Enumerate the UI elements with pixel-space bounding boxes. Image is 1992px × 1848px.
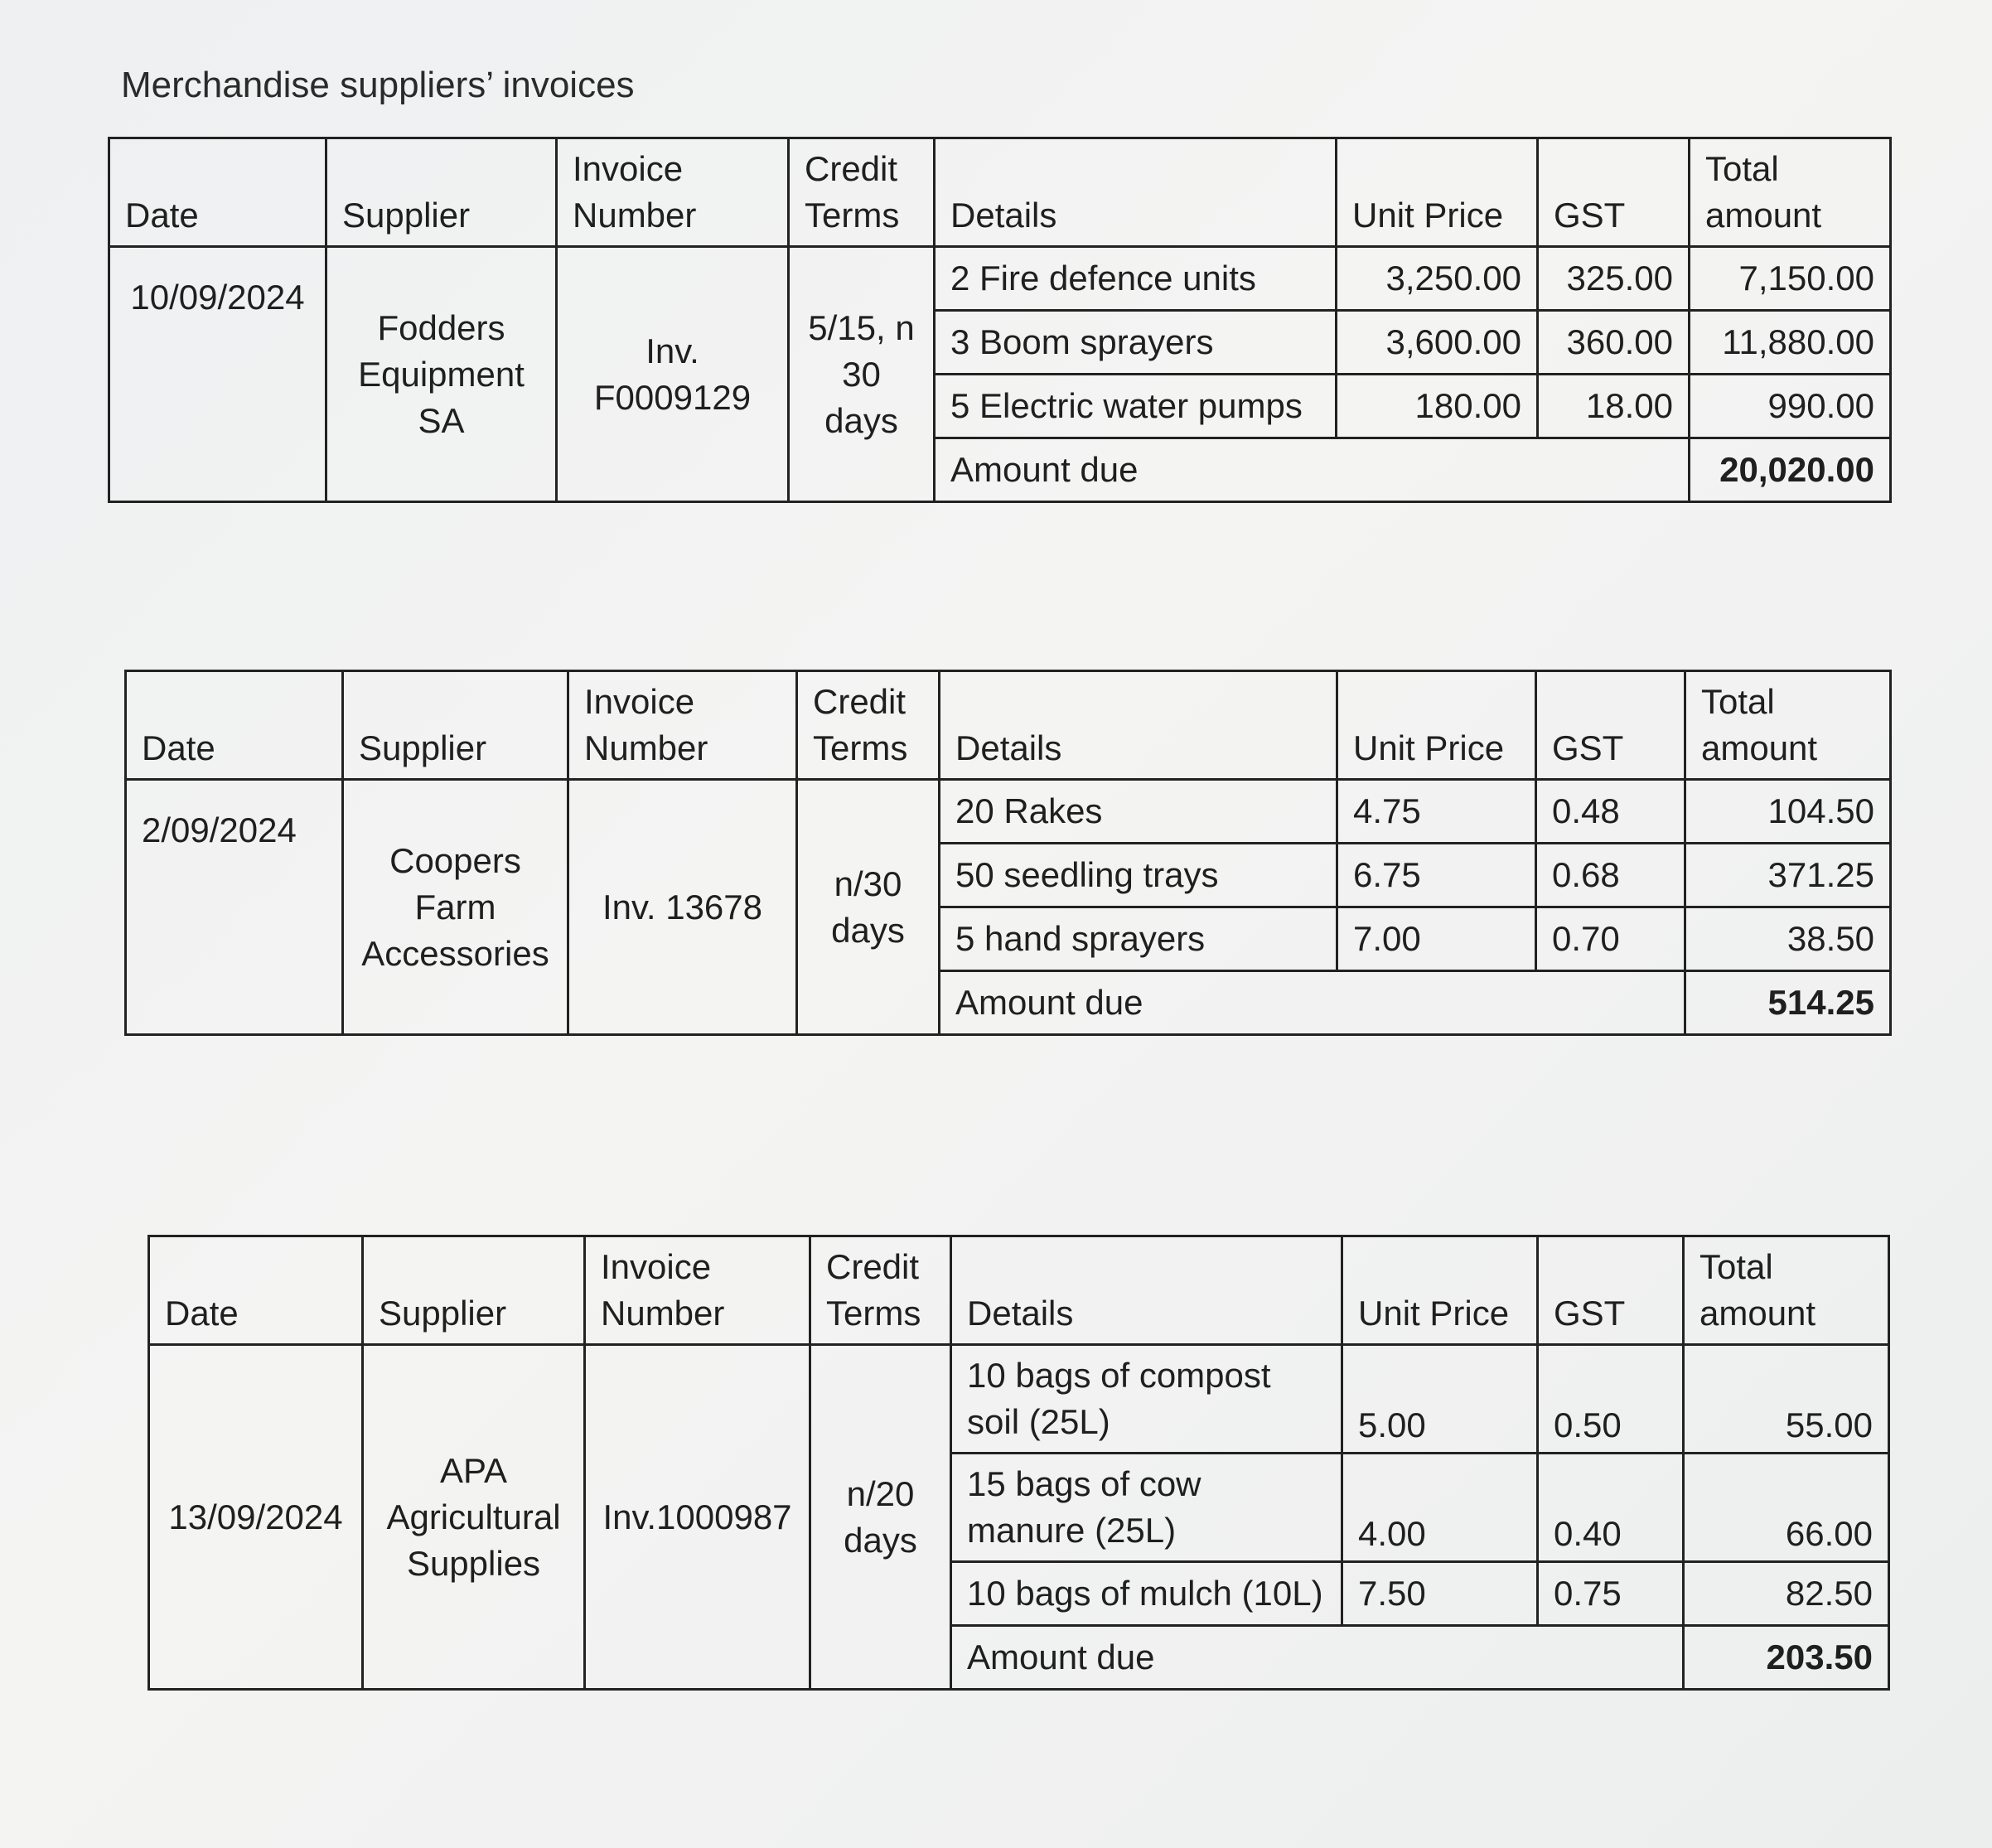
amount-due-value: 20,020.00 [1690, 438, 1891, 502]
item-total: 7,150.00 [1690, 247, 1891, 311]
header-invoice-number: Invoice Number [568, 671, 797, 780]
header-date: Date [109, 138, 326, 247]
item-total: 82.50 [1684, 1562, 1889, 1626]
invoice-number: Inv.1000987 [585, 1345, 810, 1690]
item-details: 10 bags of mulch (10L) [951, 1562, 1342, 1626]
header-date: Date [126, 671, 343, 780]
item-unit-price: 4.75 [1337, 780, 1536, 844]
item-details: 20 Rakes [940, 780, 1337, 844]
header-date: Date [149, 1236, 363, 1345]
invoice-date: 2/09/2024 [126, 780, 343, 1035]
header-supplier: Supplier [363, 1236, 585, 1345]
item-gst: 0.50 [1538, 1345, 1684, 1454]
invoice-table-fodders [108, 137, 1892, 503]
item-total: 990.00 [1690, 375, 1891, 438]
item-total: 371.25 [1685, 844, 1891, 907]
item-total: 11,880.00 [1690, 311, 1891, 375]
invoice-number: Inv. 13678 [568, 780, 797, 1035]
item-unit-price: 180.00 [1337, 375, 1538, 438]
item-unit-price: 7.00 [1337, 907, 1536, 971]
item-gst: 0.68 [1536, 844, 1685, 907]
invoice-date: 10/09/2024 [109, 247, 326, 502]
invoice-credit-terms: n/30 days [797, 780, 940, 1035]
item-details: 3 Boom sprayers [935, 311, 1337, 375]
item-details: 15 bags of cow manure (25L) [951, 1454, 1342, 1562]
header-supplier: Supplier [326, 138, 557, 247]
header-total-amount: Total amount [1684, 1236, 1889, 1345]
header-gst: GST [1538, 1236, 1684, 1345]
item-gst: 0.40 [1538, 1454, 1684, 1562]
item-unit-price: 3,600.00 [1337, 311, 1538, 375]
header-total-amount: Total amount [1685, 671, 1891, 780]
invoice-table-coopers [124, 670, 1892, 1036]
header-invoice-number: Invoice Number [557, 138, 789, 247]
amount-due-value: 203.50 [1684, 1626, 1889, 1690]
header-supplier: Supplier [343, 671, 568, 780]
invoice-date: 13/09/2024 [149, 1345, 363, 1690]
page-title: Merchandise suppliers’ invoices [121, 65, 635, 105]
header-gst: GST [1538, 138, 1690, 247]
item-unit-price: 4.00 [1342, 1454, 1538, 1562]
item-details: 10 bags of compost soil (25L) [951, 1345, 1342, 1454]
amount-due-label: Amount due [951, 1626, 1684, 1690]
item-gst: 0.48 [1536, 780, 1685, 844]
header-credit-terms: Credit Terms [789, 138, 935, 247]
header-unit-price: Unit Price [1337, 671, 1536, 780]
header-invoice-number: Invoice Number [585, 1236, 810, 1345]
item-unit-price: 7.50 [1342, 1562, 1538, 1626]
invoice-supplier: Coopers Farm Accessories [343, 780, 568, 1035]
invoice-supplier: APA Agricultural Supplies [363, 1345, 585, 1690]
item-total: 38.50 [1685, 907, 1891, 971]
header-details: Details [951, 1236, 1342, 1345]
invoice-supplier: Fodders Equipment SA [326, 247, 557, 502]
amount-due-label: Amount due [940, 971, 1685, 1035]
item-unit-price: 6.75 [1337, 844, 1536, 907]
item-total: 55.00 [1684, 1345, 1889, 1454]
amount-due-value: 514.25 [1685, 971, 1891, 1035]
item-gst: 325.00 [1538, 247, 1690, 311]
item-details: 50 seedling trays [940, 844, 1337, 907]
item-gst: 360.00 [1538, 311, 1690, 375]
item-total: 66.00 [1684, 1454, 1889, 1562]
item-details: 5 Electric water pumps [935, 375, 1337, 438]
item-details: 2 Fire defence units [935, 247, 1337, 311]
header-unit-price: Unit Price [1342, 1236, 1538, 1345]
invoice-credit-terms: n/20 days [810, 1345, 951, 1690]
header-credit-terms: Credit Terms [797, 671, 940, 780]
invoice-credit-terms: 5/15, n 30 days [789, 247, 935, 502]
item-total: 104.50 [1685, 780, 1891, 844]
item-gst: 0.75 [1538, 1562, 1684, 1626]
header-total-amount: Total amount [1690, 138, 1891, 247]
header-gst: GST [1536, 671, 1685, 780]
amount-due-label: Amount due [935, 438, 1690, 502]
invoice-table-apa [147, 1235, 1890, 1691]
invoice-number: Inv. F0009129 [557, 247, 789, 502]
item-details: 5 hand sprayers [940, 907, 1337, 971]
item-unit-price: 5.00 [1342, 1345, 1538, 1454]
header-unit-price: Unit Price [1337, 138, 1538, 247]
item-unit-price: 3,250.00 [1337, 247, 1538, 311]
header-credit-terms: Credit Terms [810, 1236, 951, 1345]
header-details: Details [935, 138, 1337, 247]
item-gst: 18.00 [1538, 375, 1690, 438]
header-details: Details [940, 671, 1337, 780]
item-gst: 0.70 [1536, 907, 1685, 971]
